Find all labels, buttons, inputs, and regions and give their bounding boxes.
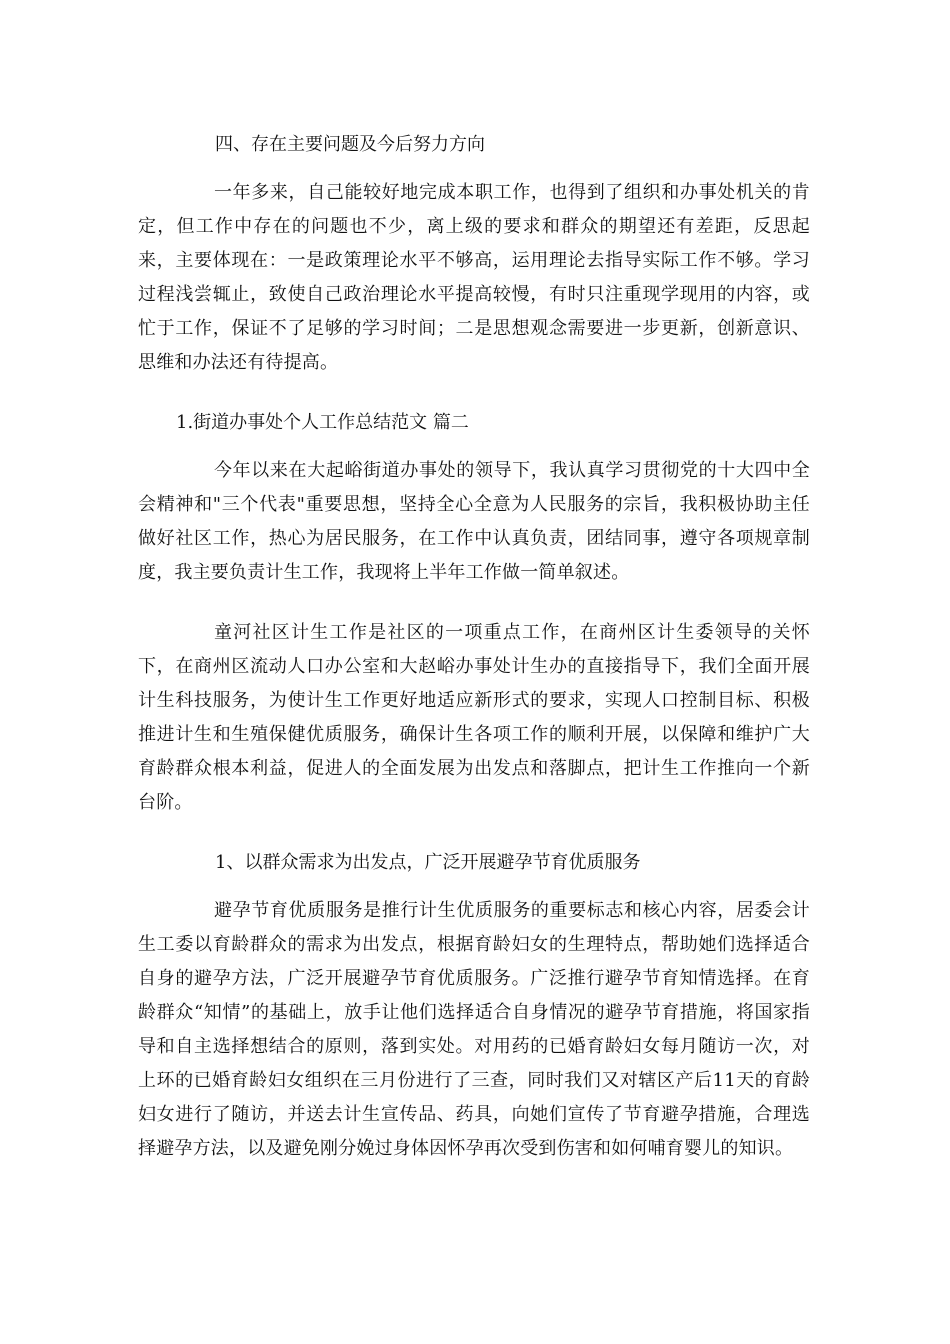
paragraph-intro: 今年以来在大起峪街道办事处的领导下，我认真学习贯彻党的十大四中全会精神和"三个代表"重要思想，坚持全心全意为人民服务的宗旨，我积极协助主任做好社区工作，热心为居民服务，在工作中认真负责，团结同事，遵守各项规章制度，我主要负责计生工作，我现将上半年工作做一简单叙述。 [138,460,810,583]
article-title-part2: 1.街道办事处个人工作总结范文 篇二 [176,412,469,433]
paragraph-problems: 一年多来，自己能较好地完成本职工作，也得到了组织和办事处机关的肯定，但工作中存在的问题也不少，离上级的要求和群众的期望还有差距，反思起来，主要体现在：一是政策理论水平不够高，运用理论去指导实际工作不够。学习过程浅尝辄止，致使自己政治理论水平提高较慢，有时只注重现学现用的内容，或忙于工作，保证不了足够的学习时间；二是思想观念需要进一步更新，创新意识、思维和办法还有待提高。 [138,182,810,373]
document-body [138,128,810,1166]
section-heading-problems: 四、存在主要问题及今后努力方向 [215,134,485,155]
paragraph-point-1: 避孕节育优质服务是推行计生优质服务的重要标志和核心内容，居委会计生工委以育龄群众的需求为出发点，根据育龄妇女的生理特点，帮助她们选择适合自身的避孕方法，广泛开展避孕节育优质服务。广泛推行避孕节育知情选择。在育龄群众“知情”的基础上，放手让他们选择适合自身情况的避孕节育措施，将国家指导和自主选择想结合的原则，落到实处。对用药的已婚育龄妇女每月随访一次，对上环的已婚育龄妇女组织在三月份进行了三查，同时我们又对辖区产后11天的育龄妇女进行了随访，并送去计生宣传品、药具，向她们宣传了节育避孕措施，合理选择避孕方法，以及避免刚分娩过身体因怀孕再次受到伤害和如何哺育婴儿的知识。 [138,900,810,1159]
point-heading-1: 1、以群众需求为出发点，广泛开展避孕节育优质服务 [215,852,641,873]
paragraph-background: 童河社区计生工作是社区的一项重点工作，在商州区计生委领导的关怀下，在商州区流动人口办公室和大赵峪办事处计生办的直接指导下，我们全面开展计生科技服务，为使计生工作更好地适应新形式的要求，实现人口控制目标、积极推进计生和生殖保健优质服务，确保计生各项工作的顺利开展，以保障和维护广大育龄群众根本利益，促进人的全面发展为出发点和落脚点，把计生工作推向一个新台阶。 [138,622,810,813]
